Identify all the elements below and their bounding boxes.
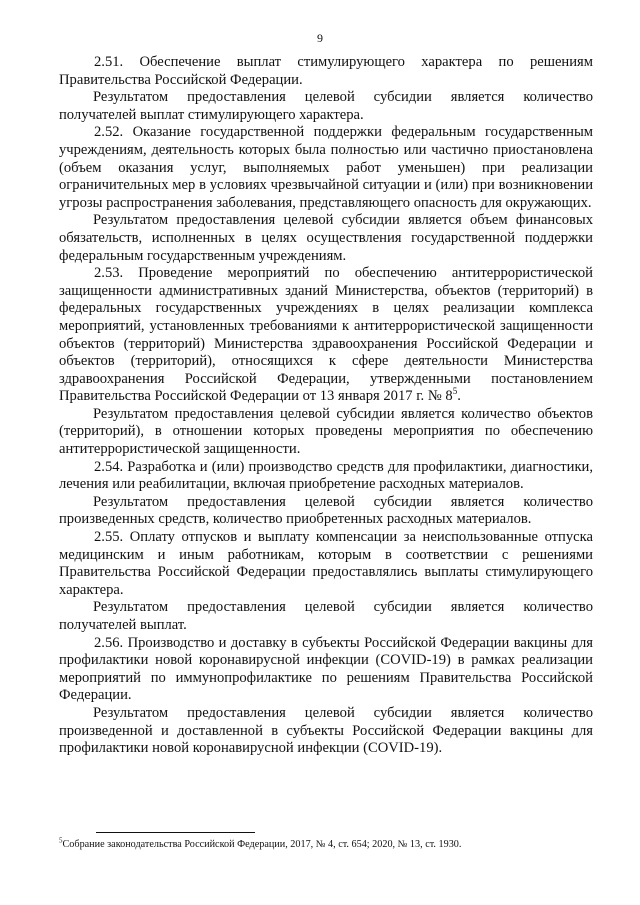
paragraph-2-55: 2.55. Оплату отпусков и выплату компенсации за неиспользованные отпуска медицинским и иным работникам, которым в соответствии с решениями Правительства Российской Федерации предоставлялись выплаты стимулирующего характера. bbox=[59, 529, 593, 598]
footnote bbox=[59, 838, 593, 851]
document-body bbox=[59, 54, 593, 758]
paragraph-2-56: 2.56. Производство и доставку в субъекты Российской Федерации вакцины для профилактики новой коронавирусной инфекции (COVID-19) в рамках реализации мероприятий по иммунопрофилактике по решениям Правительства Российской Федерации. bbox=[59, 634, 593, 704]
paragraph-2-51: 2.51. Обеспечение выплат стимулирующего характера по решениям Правительства Российской Федерации. bbox=[59, 54, 593, 88]
page-number: 9 bbox=[317, 31, 323, 45]
result-paragraph-2-56: Результатом предоставления целевой субсидии является количество произведенной и доставленной в субъекты Российской Федерации вакцины для профилактики новой коронавирусной инфекции (COVID-19). bbox=[59, 704, 593, 757]
paragraph-2-53-text: 2.53. Проведение мероприятий по обеспечению антитеррористической защищенности административных зданий Министерства, объектов (территорий) в федеральных государственных учреждениях в целях реализации комплекса мероприятий, установленных требованиями к антитеррористической защищенности объектов (территорий) Министерства здравоохранения Российской Федерации и объектов (территорий), относящихся к сфере деятельности Министерства здравоохранения Российской Федерации, утвержденными постановлением Правительства Российской Федерации от 13 января 2017 г. № 8 bbox=[59, 265, 593, 405]
footnote-marker: 5 bbox=[59, 836, 63, 845]
result-paragraph-2-55: Результатом предоставления целевой субсидии является количество получателей выплат. bbox=[59, 599, 593, 633]
result-paragraph-2-54: Результатом предоставления целевой субсидии является количество произведенных средств, количество приобретенных расходных материалов. bbox=[59, 493, 593, 528]
result-paragraph-2-52: Результатом предоставления целевой субсидии является объем финансовых обязательств, исполненных в целях осуществления государственной поддержки федеральным государственным учреждениям. bbox=[59, 212, 593, 264]
footnote-reference: 5 bbox=[452, 386, 458, 397]
paragraph-2-52: 2.52. Оказание государственной поддержки федеральным государственным учреждениям, деятельность которых была полностью или частично приостановлена (объем оказания услуг, выполняемых работ уменьшен) при реализации ограничительных мер в условиях чрезвычайной ситуации и (или) при возникновении угрозы распространения заболевания, представляющего опасность для окружающих. bbox=[59, 124, 593, 211]
footnote-divider bbox=[96, 832, 255, 833]
paragraph-2-53-tail: . bbox=[457, 388, 461, 405]
paragraph-2-53 bbox=[59, 265, 593, 406]
footnote-text: Собрание законодательства Российской Федерации, 2017, № 4, ст. 654; 2020, № 13, ст. 1930. bbox=[62, 839, 462, 850]
result-paragraph-2-53: Результатом предоставления целевой субсидии является количество объектов (территорий), в отношении которых проведены мероприятия по обеспечению антитеррористической защищенности. bbox=[59, 405, 593, 458]
result-paragraph-2-51: Результатом предоставления целевой субсидии является количество получателей выплат стимулирующего характера. bbox=[59, 89, 593, 123]
paragraph-2-54: 2.54. Разработка и (или) производство средств для профилактики, диагностики, лечения или реабилитации, включая приобретение расходных материалов. bbox=[59, 458, 593, 493]
